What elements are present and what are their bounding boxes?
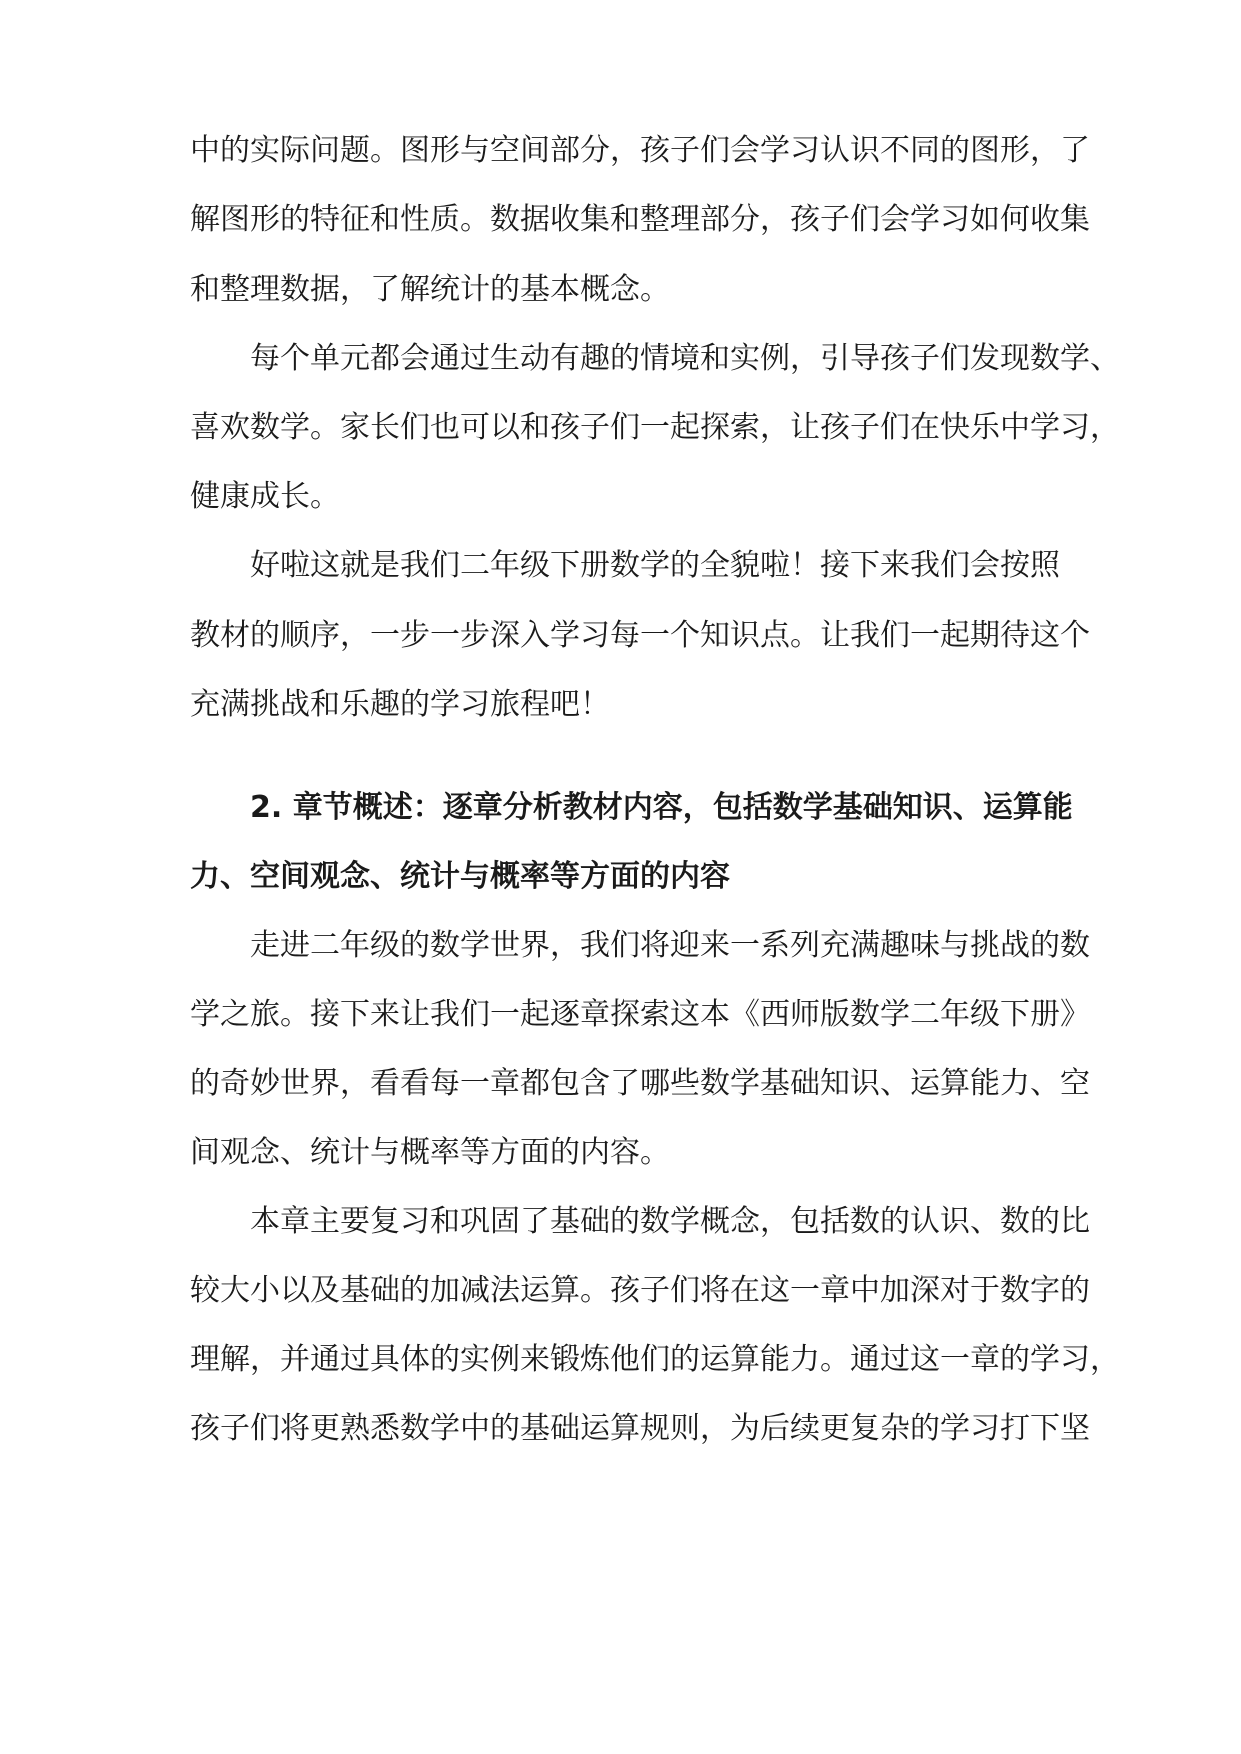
paragraph-2-line-3: 健康成长。 bbox=[190, 479, 340, 514]
paragraph-5-line-4: 孩子们将更熟悉数学中的基础运算规则，为后续更复杂的学习打下坚 bbox=[190, 1411, 1090, 1446]
paragraph-4-line-1: 走进二年级的数学世界，我们将迎来一系列充满趣味与挑战的数 bbox=[250, 928, 1090, 963]
section-heading-line-2: 力、空间观念、统计与概率等方面的内容 bbox=[190, 859, 730, 894]
paragraph-1-line-1: 中的实际问题。图形与空间部分，孩子们会学习认识不同的图形，了 bbox=[190, 133, 1090, 168]
section-heading-line-1: 2. 章节概述：逐章分析教材内容，包括数学基础知识、运算能 bbox=[250, 790, 1073, 825]
paragraph-4-line-3: 的奇妙世界，看看每一章都包含了哪些数学基础知识、运算能力、空 bbox=[190, 1066, 1090, 1101]
paragraph-1-line-2: 解图形的特征和性质。数据收集和整理部分，孩子们会学习如何收集 bbox=[190, 202, 1090, 237]
paragraph-3-line-2: 教材的顺序，一步一步深入学习每一个知识点。让我们一起期待这个 bbox=[190, 618, 1090, 653]
paragraph-5-line-3: 理解，并通过具体的实例来锻炼他们的运算能力。通过这一章的学习， bbox=[190, 1342, 1120, 1377]
paragraph-4-line-4: 间观念、统计与概率等方面的内容。 bbox=[190, 1135, 670, 1170]
paragraph-1-line-3: 和整理数据，了解统计的基本概念。 bbox=[190, 272, 670, 307]
paragraph-2-line-2: 喜欢数学。家长们也可以和孩子们一起探索，让孩子们在快乐中学习， bbox=[190, 410, 1120, 445]
paragraph-5-line-2: 较大小以及基础的加减法运算。孩子们将在这一章中加深对于数字的 bbox=[190, 1273, 1090, 1308]
paragraph-3-line-3: 充满挑战和乐趣的学习旅程吧！ bbox=[190, 687, 610, 722]
paragraph-5-line-1: 本章主要复习和巩固了基础的数学概念，包括数的认识、数的比 bbox=[250, 1204, 1090, 1239]
paragraph-4-line-2: 学之旅。接下来让我们一起逐章探索这本《西师版数学二年级下册》 bbox=[190, 997, 1090, 1032]
paragraph-3-line-1: 好啦这就是我们二年级下册数学的全貌啦！接下来我们会按照 bbox=[250, 548, 1060, 583]
paragraph-2-line-1: 每个单元都会通过生动有趣的情境和实例，引导孩子们发现数学、 bbox=[250, 341, 1120, 376]
